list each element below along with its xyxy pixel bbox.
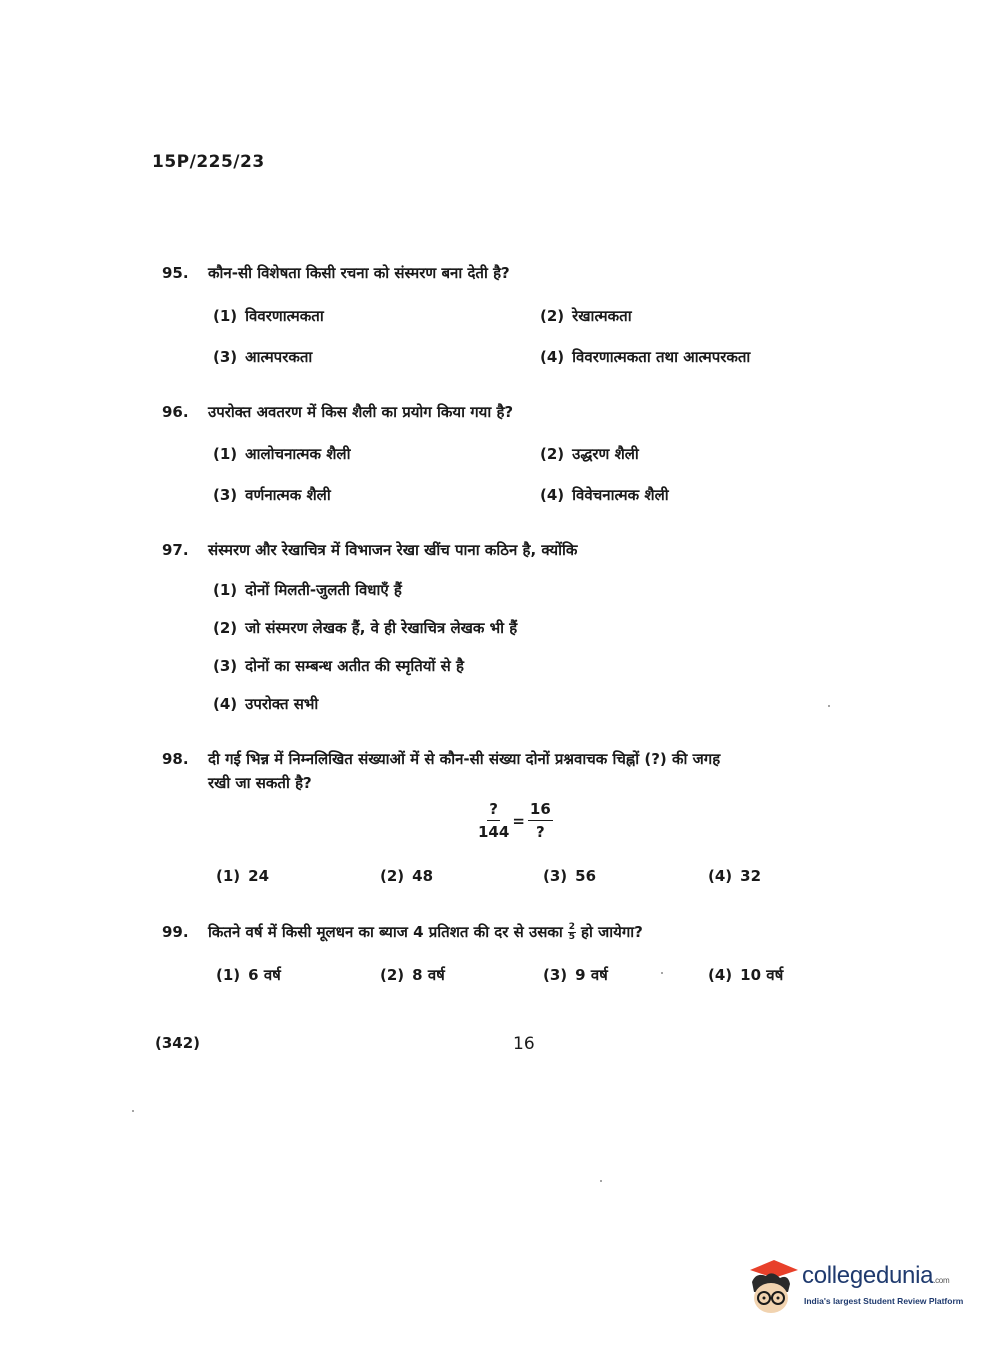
- option-95-1: (1) विवरणात्मकता: [213, 307, 324, 325]
- question-number: 97.: [162, 541, 189, 559]
- option-99-2: (2) 8 वर्ष: [380, 966, 445, 984]
- option-96-3: (3) वर्णनात्मक शैली: [213, 486, 331, 504]
- option-98-4: (4) 32: [708, 867, 762, 885]
- option-96-2: (2) उद्धरण शैली: [540, 445, 639, 463]
- question-99: [162, 922, 643, 942]
- option-97-2: (2) जो संस्मरण लेखक हैं, वे ही रेखाचित्र लेखक भी हैं: [213, 619, 518, 637]
- collegedunia-logo: [744, 1256, 969, 1316]
- scan-speck: [600, 1180, 602, 1182]
- mascot-icon: [744, 1256, 800, 1316]
- fraction-right: $\frac{16}{?}$: [529, 800, 551, 841]
- option-95-4: (4) विवरणात्मकता तथा आत्मपरकता: [540, 348, 751, 366]
- question-number: 99.: [162, 923, 189, 941]
- question-text: संस्मरण और रेखाचित्र में विभाजन रेखा खींच पाना कठिन है, क्योंकि: [208, 541, 578, 559]
- option-98-1: (1) 24: [216, 867, 270, 885]
- scan-speck: [661, 972, 663, 974]
- logo-wordmark: collegedunia.com: [802, 1262, 950, 1289]
- question-number: 98.: [162, 750, 189, 768]
- fraction-equation: [478, 800, 553, 841]
- option-97-4: (4) उपरोक्त सभी: [213, 695, 319, 713]
- page-number: 16: [513, 1034, 535, 1054]
- option-95-3: (3) आत्मपरकता: [213, 348, 313, 366]
- question-96: [162, 402, 513, 422]
- option-99-4: (4) 10 वर्ष: [708, 966, 784, 984]
- logo-tagline: India's largest Student Review Platform: [804, 1296, 964, 1306]
- question-98: [162, 749, 902, 769]
- question-97: [162, 540, 577, 560]
- question-text: कितने वर्ष में किसी मूलधन का ब्याज 4 प्रतिशत की दर से उसका: [208, 923, 563, 941]
- question-98-line2: रखी जा सकती है?: [208, 774, 312, 792]
- question-text-end: हो जायेगा?: [581, 923, 643, 941]
- footer-code: (342): [155, 1034, 201, 1052]
- equals-sign: =: [512, 811, 525, 830]
- option-95-2: (2) रेखात्मकता: [540, 307, 632, 325]
- scan-speck: [828, 705, 830, 707]
- question-text-line1: दी गई भिन्न में निम्नलिखित संख्याओं में से कौन-सी संख्या दोनों प्रश्नवाचक चिह्नों (?) की जगह: [208, 750, 721, 768]
- option-96-1: (1) आलोचनात्मक शैली: [213, 445, 351, 463]
- option-99-1: (1) 6 वर्ष: [216, 966, 281, 984]
- fraction-left: $\frac{?}{144}$: [478, 800, 510, 841]
- scan-speck: [132, 1110, 134, 1112]
- option-97-3: (3) दोनों का सम्बन्ध अतीत की स्मृतियों से है: [213, 657, 464, 675]
- option-96-4: (4) विवेचनात्मक शैली: [540, 486, 669, 504]
- inline-fraction: 2 5: [568, 921, 576, 942]
- paper-code: 15P/225/23: [152, 152, 265, 172]
- question-text: उपरोक्त अवतरण में किस शैली का प्रयोग किया गया है?: [208, 403, 514, 421]
- option-98-3: (3) 56: [543, 867, 597, 885]
- question-95: [162, 263, 510, 283]
- option-98-2: (2) 48: [380, 867, 434, 885]
- option-97-1: (1) दोनों मिलती-जुलती विधाएँ हैं: [213, 581, 402, 599]
- option-99-3: (3) 9 वर्ष: [543, 966, 608, 984]
- question-number: 95.: [162, 264, 189, 282]
- question-text: कौन-सी विशेषता किसी रचना को संस्मरण बना देती है?: [208, 264, 510, 282]
- question-number: 96.: [162, 403, 189, 421]
